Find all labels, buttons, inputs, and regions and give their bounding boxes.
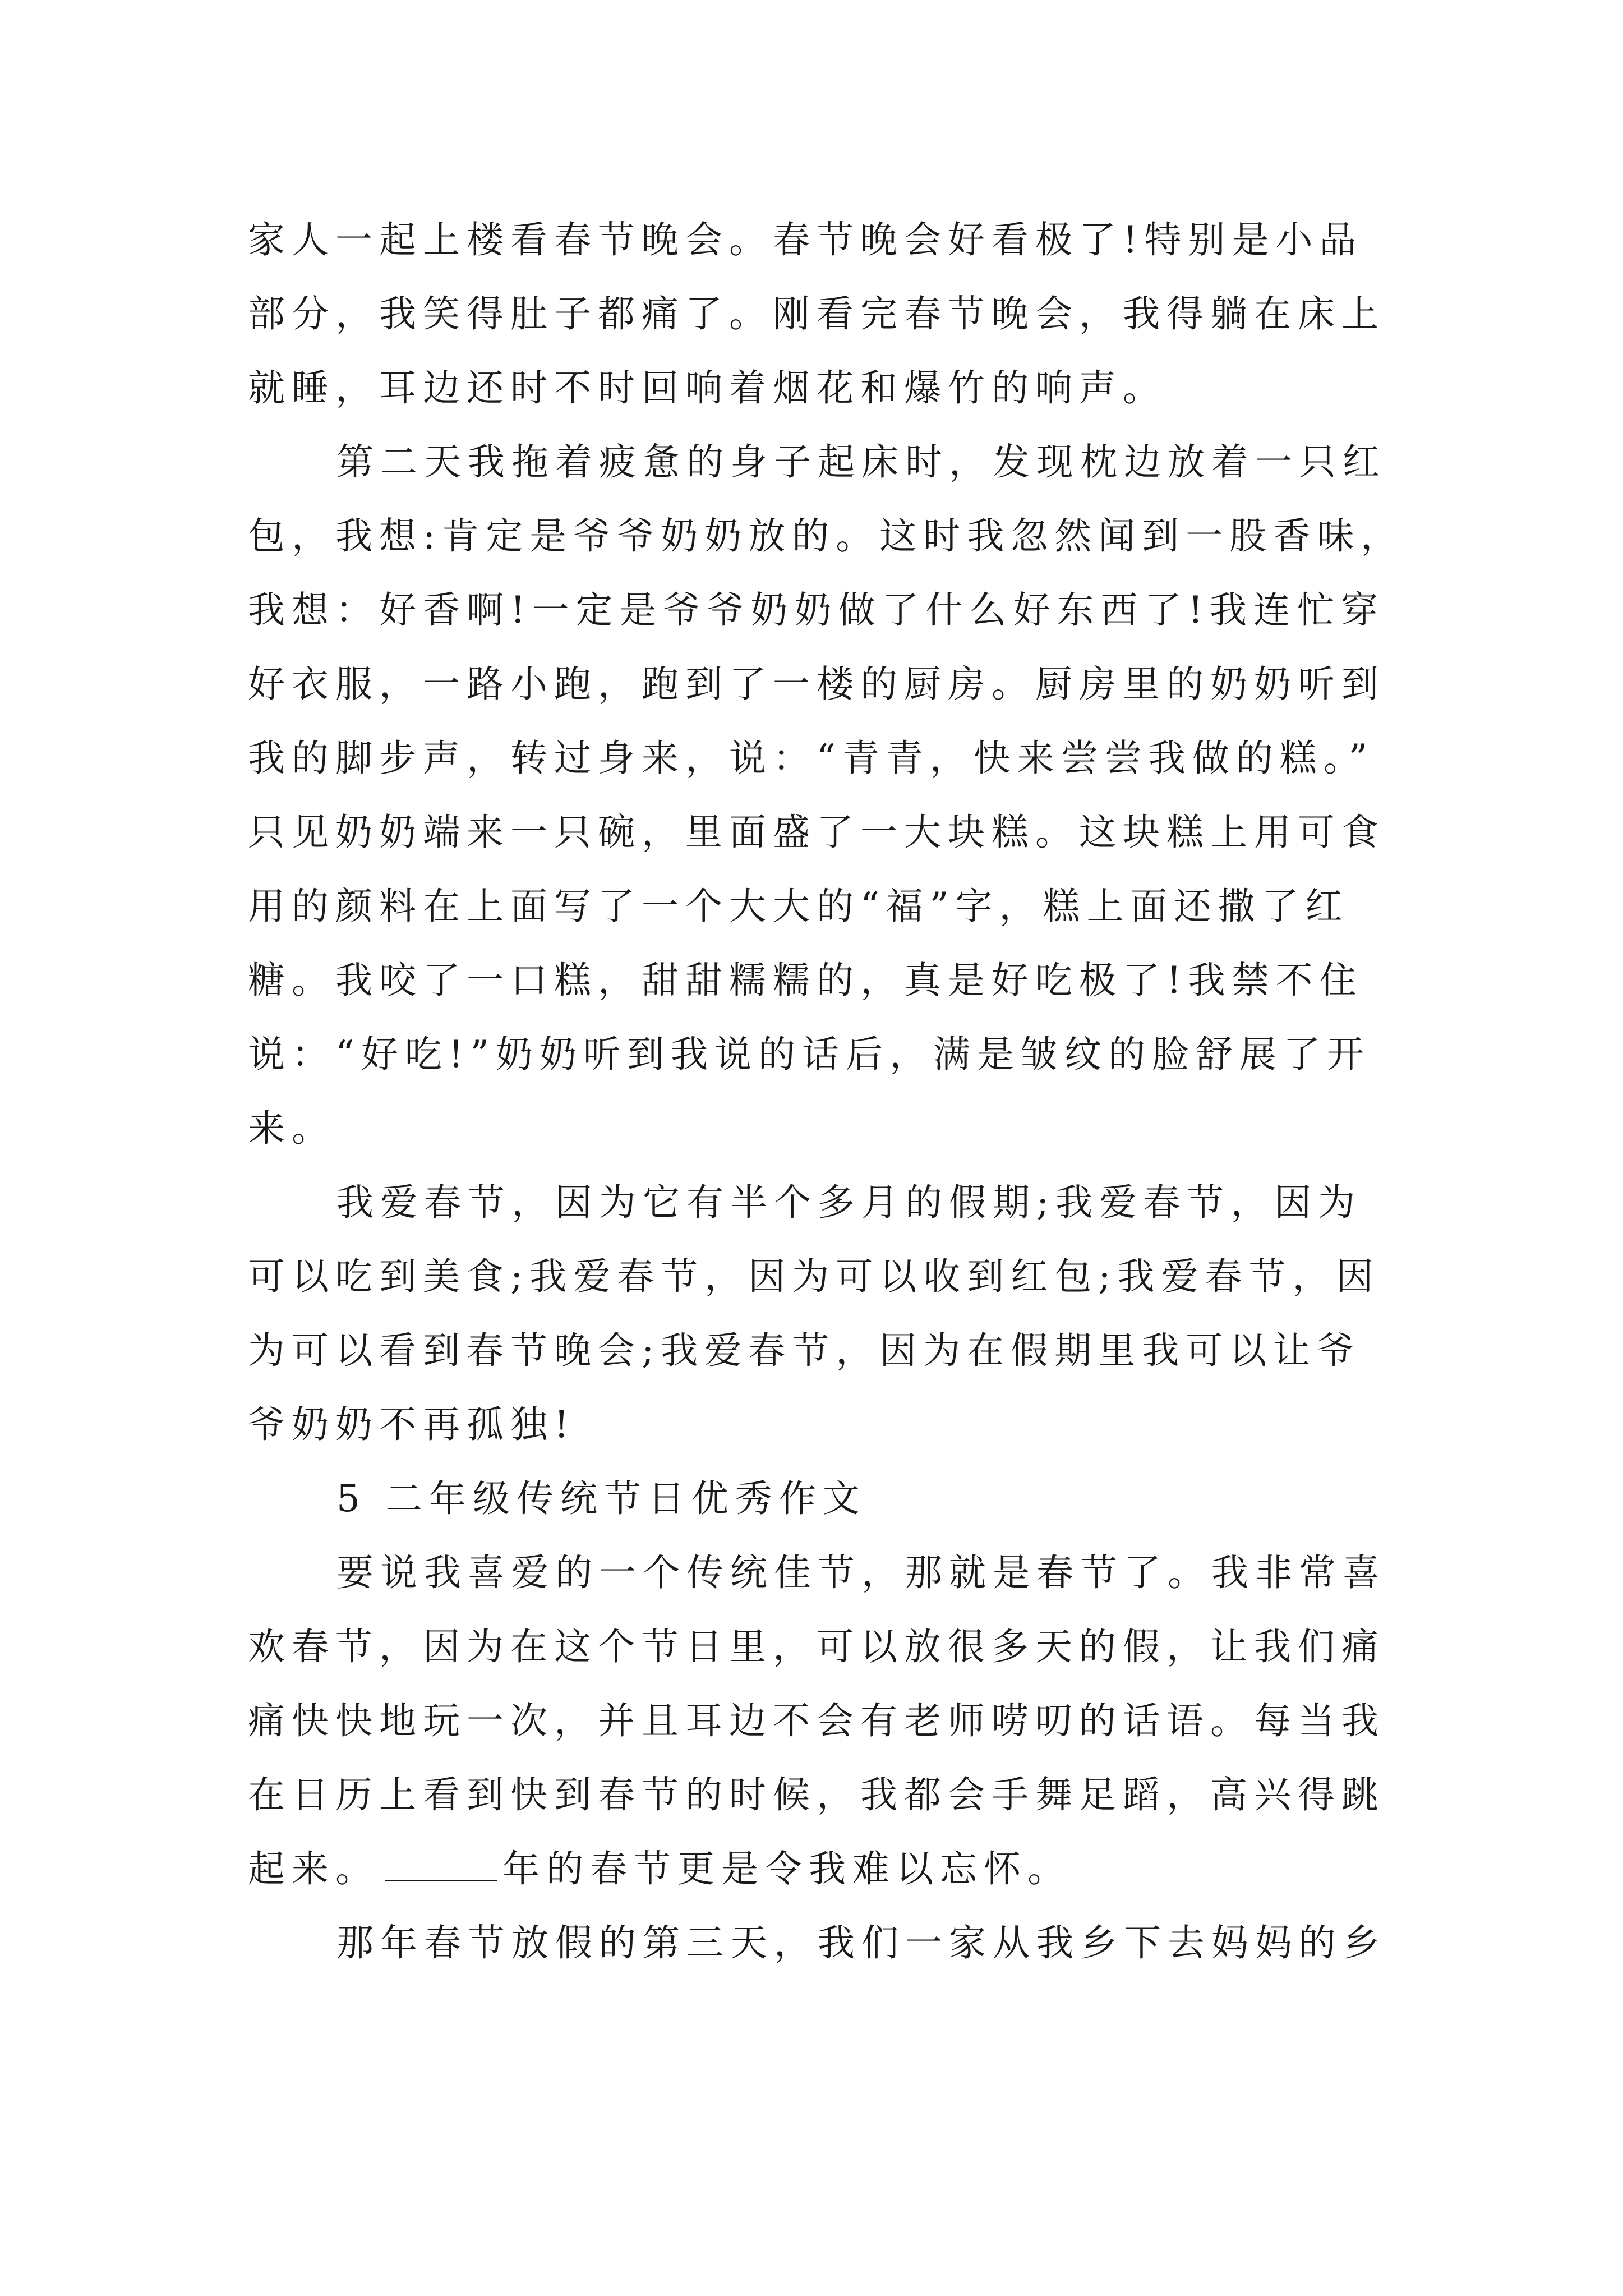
text-line: 欢春节，因为在这个节日里，可以放很多天的假，让我们痛	[248, 1625, 1385, 1668]
text-line: 爷奶奶不再孤独!	[248, 1403, 576, 1446]
section-heading	[248, 1462, 1395, 1536]
fill-in-blank	[385, 1846, 497, 1881]
text-line: 痛快快地玩一次，并且耳边不会有老师唠叨的话语。每当我	[248, 1699, 1385, 1742]
heading-text: 5 二年级传统节日优秀作文	[336, 1477, 866, 1520]
text-fragment: 年的春节更是令我难以忘怀。	[502, 1847, 1071, 1890]
text-line: 要说我喜爱的一个传统佳节，那就是春节了。我非常喜	[336, 1551, 1386, 1594]
text-line: 部分，我笑得肚子都痛了。刚看完春节晚会，我得躺在床上	[248, 292, 1385, 335]
text-line: 用的颜料在上面写了一个大大的“福”字，糕上面还撒了红	[248, 885, 1349, 928]
paragraph-4	[248, 1536, 1395, 1906]
text-line: 说：“好吃!”奶奶听到我说的话后，满是皱纹的脸舒展了开	[248, 1033, 1371, 1076]
text-line: 糖。我咬了一口糕，甜甜糯糯的，真是好吃极了!我禁不住	[248, 959, 1363, 1002]
text-line: 那年春节放假的第三天，我们一家从我乡下去妈妈的乡	[336, 1921, 1386, 1964]
text-line: 家人一起上楼看春节晚会。春节晚会好看极了!特别是小品	[248, 218, 1363, 261]
text-line: 我想：好香啊!一定是爷爷奶奶做了什么好东西了!我连忙穿	[248, 588, 1385, 632]
text-line: 包，我想:肯定是爷爷奶奶放的。这时我忽然闻到一股香味，	[248, 514, 1405, 558]
text-line: 就睡，耳边还时不时回响着烟花和爆竹的响声。	[248, 366, 1166, 409]
text-line-with-blank	[248, 1832, 1395, 1906]
paragraph-2	[248, 425, 1405, 1166]
text-line: 来。	[248, 1107, 335, 1150]
text-line: 在日历上看到快到春节的时候，我都会手舞足蹈，高兴得跳	[248, 1773, 1385, 1816]
paragraph-5	[248, 1906, 1395, 1980]
text-line: 我爱春节，因为它有半个多月的假期;我爱春节，因为	[336, 1181, 1362, 1224]
text-fragment: 起来。	[248, 1847, 379, 1890]
paragraph-1	[248, 203, 1395, 425]
text-line: 我的脚步声，转过身来，说：“青青，快来尝尝我做的糕。”	[248, 737, 1375, 780]
text-line: 可以吃到美食;我爱春节，因为可以收到红包;我爱春节，因	[248, 1255, 1380, 1298]
paragraph-3	[248, 1166, 1395, 1462]
document-page	[248, 203, 1405, 1980]
text-line: 好衣服，一路小跑，跑到了一楼的厨房。厨房里的奶奶听到	[248, 662, 1385, 706]
text-line: 只见奶奶端来一只碗，里面盛了一大块糕。这块糕上用可食	[248, 811, 1385, 854]
text-line: 第二天我拖着疲惫的身子起床时，发现枕边放着一只红	[336, 440, 1386, 484]
text-line: 为可以看到春节晚会;我爱春节，因为在假期里我可以让爷	[248, 1329, 1361, 1372]
